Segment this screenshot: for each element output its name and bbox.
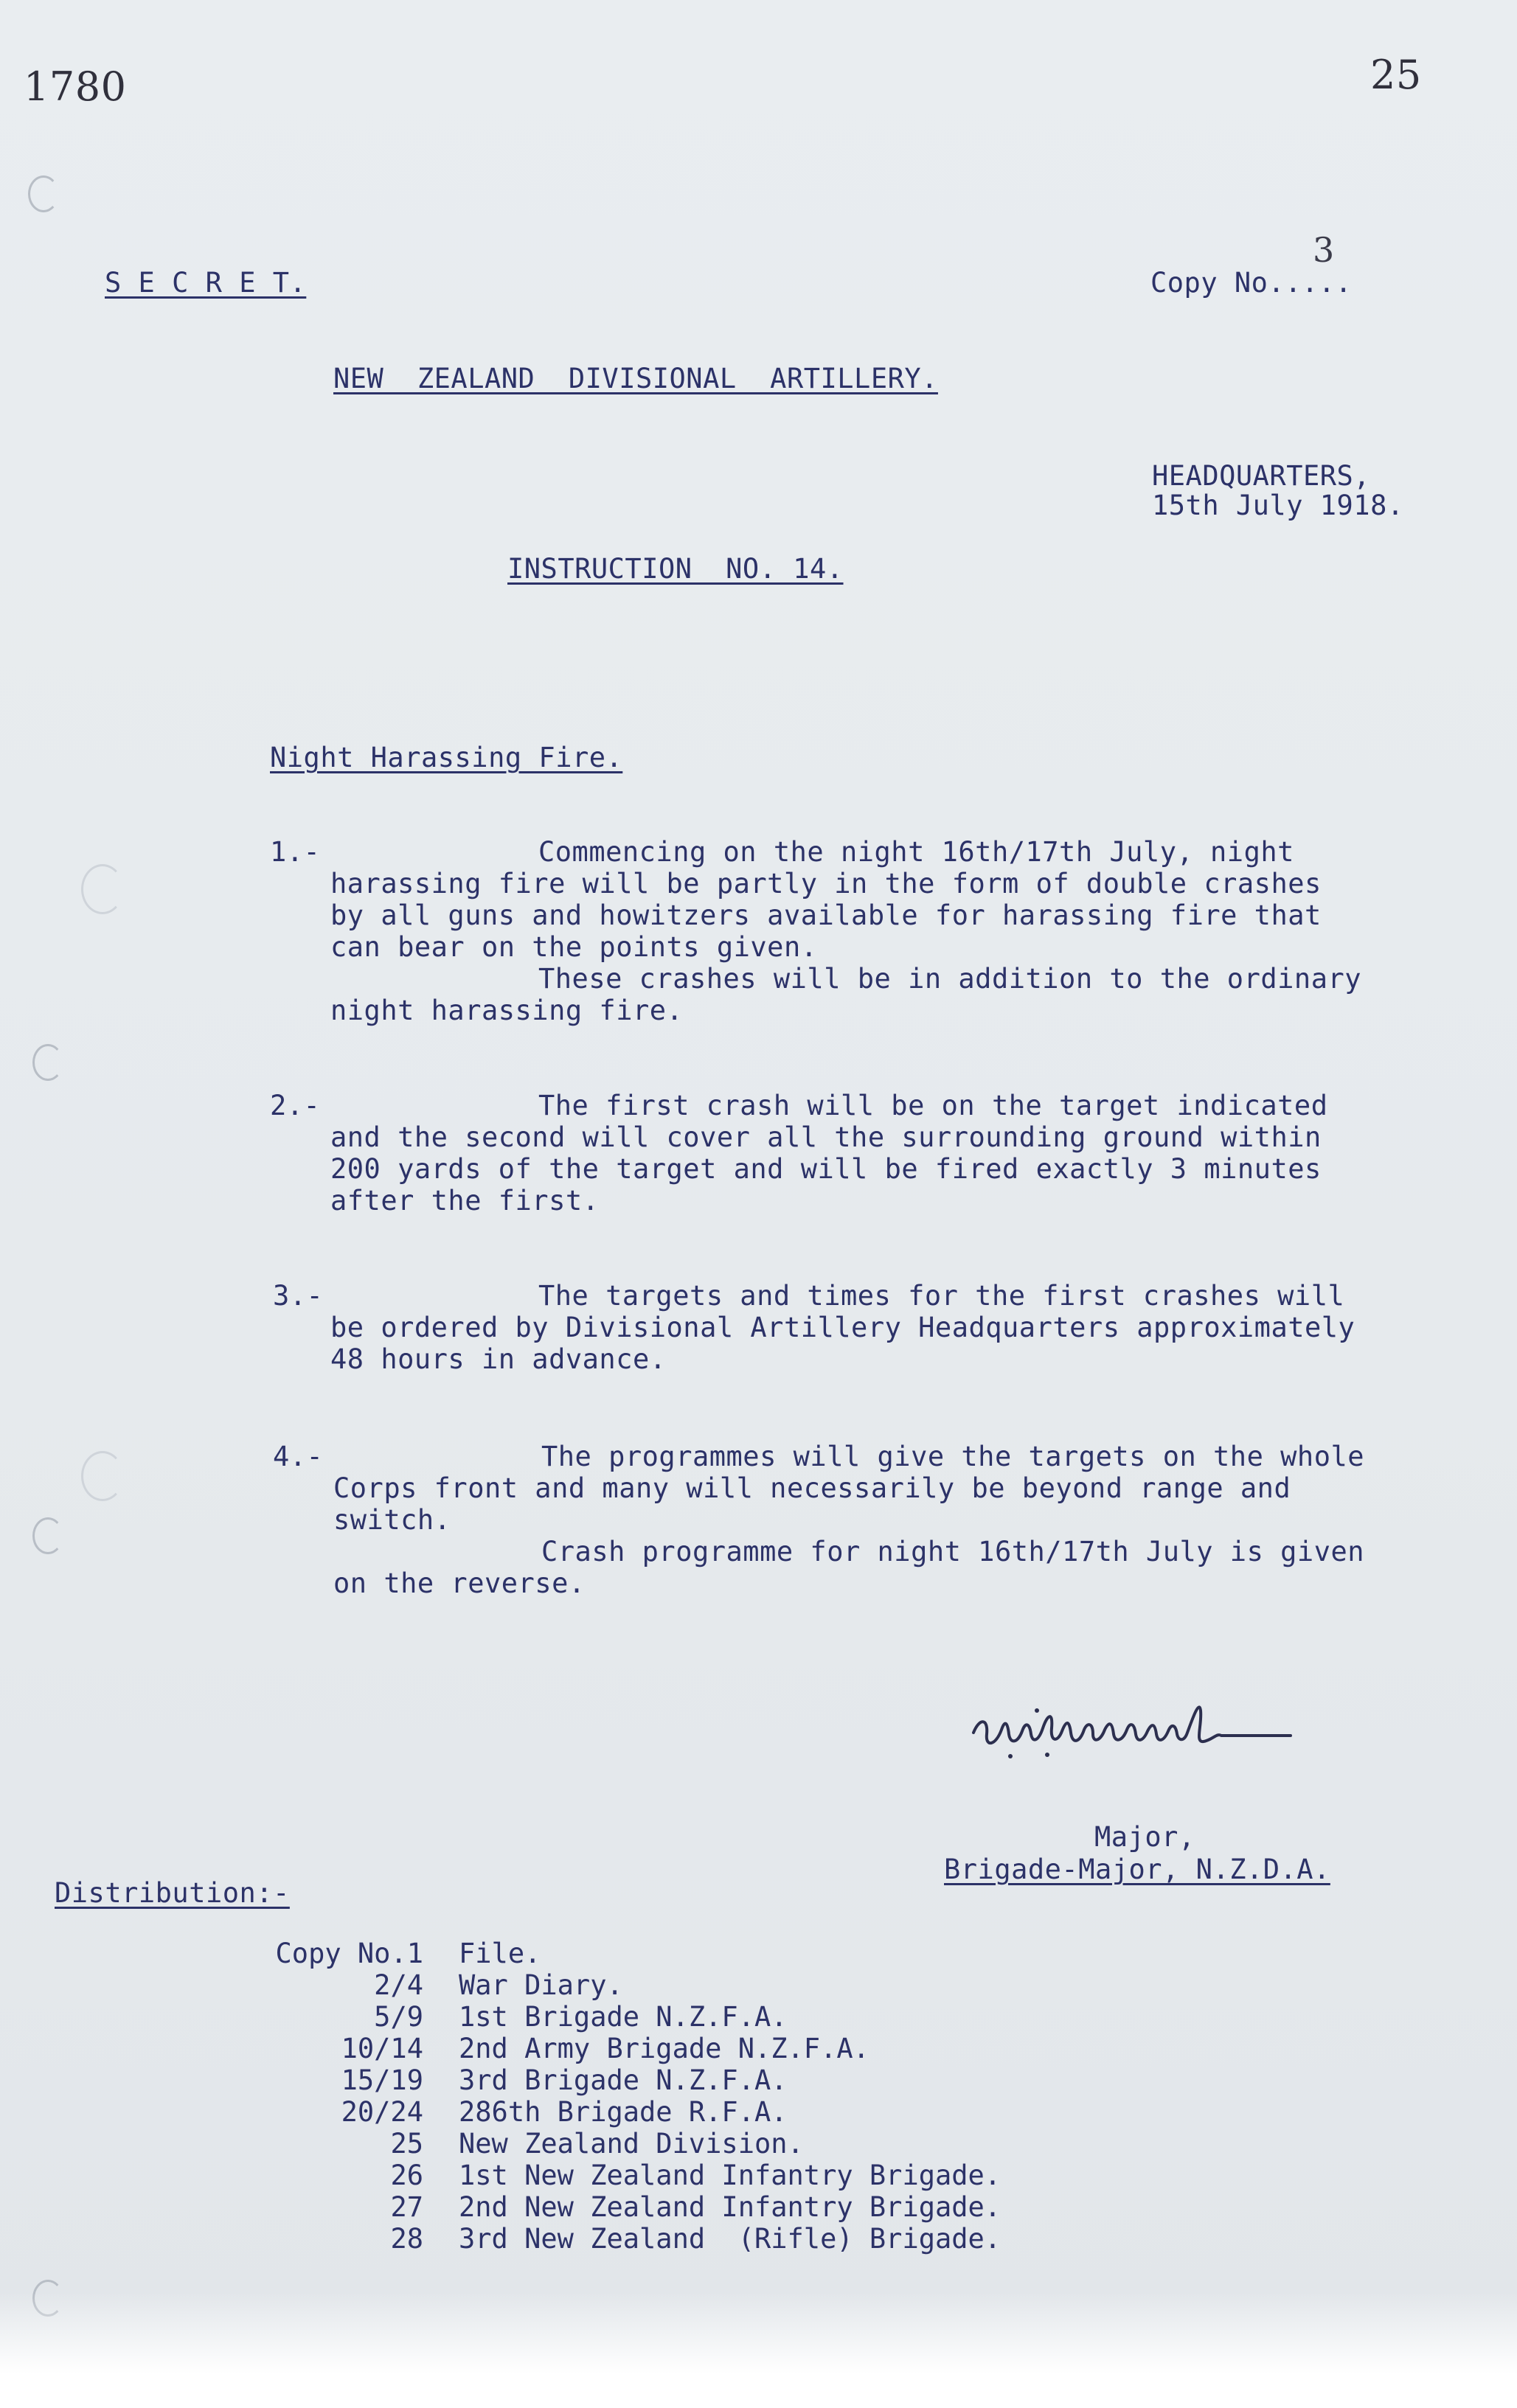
recipient: 3rd New Zealand (Rifle) Brigade. bbox=[459, 2223, 1002, 2255]
paragraph-number: 2.- bbox=[270, 1090, 321, 1121]
classification-label: S E C R E T. bbox=[105, 267, 307, 299]
copy-range: 26 bbox=[390, 2160, 423, 2191]
paragraph-number: 4.- bbox=[273, 1441, 324, 1472]
recipient: New Zealand Division. bbox=[459, 2128, 804, 2160]
punch-hole bbox=[28, 175, 59, 212]
list-item bbox=[0, 2223, 1180, 2255]
paragraph-line: after the first. bbox=[330, 1185, 600, 1217]
paragraph-line: 48 hours in advance. bbox=[330, 1343, 667, 1375]
copy-number-handwritten: 3 bbox=[1313, 230, 1335, 270]
distribution-list bbox=[0, 1938, 1180, 2262]
recipient: 2nd New Zealand Infantry Brigade. bbox=[459, 2191, 1002, 2223]
copy-range: 2/4 bbox=[374, 1969, 423, 2001]
recipient: 1st Brigade N.Z.F.A. bbox=[459, 2001, 788, 2033]
page-bottom-edge bbox=[0, 2293, 1517, 2408]
paragraph-line: and the second will cover all the surrounding ground within bbox=[330, 1121, 1322, 1153]
paragraph-line: Commencing on the night 16th/17th July, night bbox=[538, 836, 1294, 868]
signatory-rank: Major, bbox=[1094, 1821, 1195, 1853]
paragraph-line: Crash programme for night 16th/17th July is given bbox=[541, 1536, 1365, 1567]
list-item bbox=[0, 1969, 1180, 2001]
subject-heading: Night Harassing Fire. bbox=[270, 742, 623, 773]
copy-number-label: Copy No..... bbox=[1150, 267, 1353, 299]
paragraph-line: be ordered by Divisional Artillery Headquarters approximately bbox=[330, 1312, 1355, 1343]
copy-range: Copy No.1 bbox=[275, 1938, 423, 1969]
list-item bbox=[0, 2191, 1180, 2223]
recipient: 3rd Brigade N.Z.F.A. bbox=[459, 2064, 788, 2096]
list-item bbox=[0, 2001, 1180, 2033]
folio-number-right: 25 bbox=[1370, 52, 1422, 98]
paragraph-number: 1.- bbox=[270, 836, 321, 868]
folio-number-left: 1780 bbox=[24, 63, 127, 110]
paragraph-number: 3.- bbox=[273, 1280, 324, 1312]
paragraph-line: can bear on the points given. bbox=[330, 931, 818, 963]
paragraph-line: 200 yards of the target and will be fired exactly 3 minutes bbox=[330, 1153, 1322, 1185]
punch-hole bbox=[32, 1517, 63, 1554]
paragraph-line: night harassing fire. bbox=[330, 995, 684, 1026]
organisation-title: NEW ZEALAND DIVISIONAL ARTILLERY. bbox=[333, 363, 938, 394]
recipient: 1st New Zealand Infantry Brigade. bbox=[459, 2160, 1002, 2191]
paragraph-line: These crashes will be in addition to the ordinary bbox=[538, 963, 1362, 995]
paragraph-line: The targets and times for the first crashes will bbox=[538, 1280, 1345, 1312]
paragraph-line: The first crash will be on the target indicated bbox=[538, 1090, 1328, 1121]
list-item bbox=[0, 2096, 1180, 2128]
signatory-appointment: Brigade-Major, N.Z.D.A. bbox=[944, 1854, 1330, 1885]
paragraph-line: harassing fire will be partly in the form of double crashes bbox=[330, 868, 1322, 899]
list-item bbox=[0, 2033, 1180, 2064]
copy-range: 25 bbox=[390, 2128, 423, 2160]
list-item bbox=[0, 2128, 1180, 2160]
paragraph-line: Corps front and many will necessarily be beyond range and bbox=[333, 1472, 1291, 1504]
instruction-number: INSTRUCTION NO. 14. bbox=[507, 553, 844, 585]
copy-range: 20/24 bbox=[341, 2096, 423, 2128]
paragraph-line: on the reverse. bbox=[333, 1567, 586, 1599]
punch-hole bbox=[32, 1044, 63, 1081]
copy-range: 15/19 bbox=[341, 2064, 423, 2096]
list-item bbox=[0, 2160, 1180, 2191]
distribution-heading: Distribution:- bbox=[55, 1877, 290, 1909]
document-date: 15th July 1918. bbox=[1152, 490, 1404, 521]
paragraph-line: switch. bbox=[333, 1504, 451, 1536]
copy-range: 10/14 bbox=[341, 2033, 423, 2064]
paragraph-line: The programmes will give the targets on the whole bbox=[541, 1441, 1365, 1472]
list-item bbox=[0, 2064, 1180, 2096]
recipient: 2nd Army Brigade N.Z.F.A. bbox=[459, 2033, 869, 2064]
headquarters-label: HEADQUARTERS, bbox=[1152, 460, 1371, 492]
punch-hole bbox=[81, 864, 124, 914]
paragraph-line: by all guns and howitzers available for harassing fire that bbox=[330, 899, 1322, 931]
recipient: War Diary. bbox=[459, 1969, 623, 2001]
copy-range: 5/9 bbox=[374, 2001, 423, 2033]
copy-range: 28 bbox=[390, 2223, 423, 2255]
recipient: File. bbox=[459, 1938, 541, 1969]
list-item bbox=[0, 1938, 1180, 1969]
handwritten-signature bbox=[966, 1688, 1305, 1770]
punch-hole bbox=[81, 1451, 124, 1501]
recipient: 286th Brigade R.F.A. bbox=[459, 2096, 788, 2128]
copy-range: 27 bbox=[390, 2191, 423, 2223]
